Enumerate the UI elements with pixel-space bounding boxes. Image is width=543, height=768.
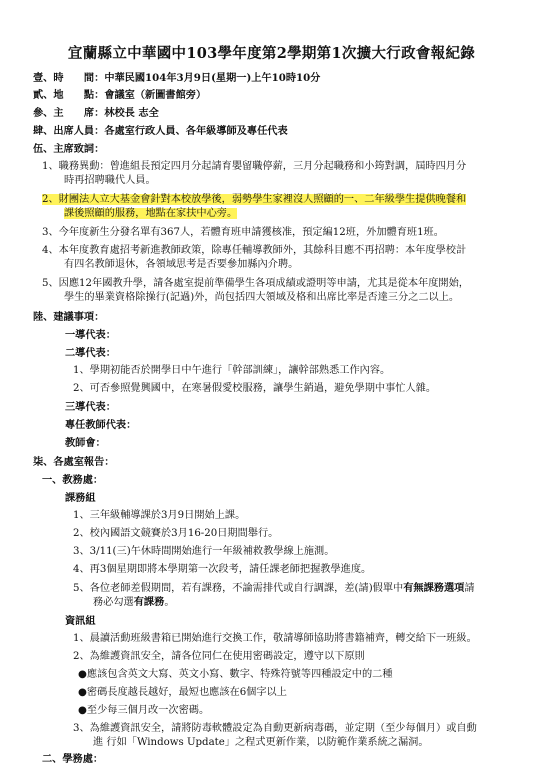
suggest-rep-2: 二導代表： [65, 347, 116, 359]
academic-affairs-heading: 一、教務處： [42, 474, 104, 486]
password-rule-text: 密碼長度越長越好，最短也應該在6個字以上 [86, 687, 287, 698]
speech-item-2-line-1 [42, 193, 466, 207]
meta-location-value: 會議室（新圖書館旁） [104, 89, 207, 101]
teaching-item-5-emphasis: 有課務 [133, 596, 165, 608]
teaching-item-1: 1、三年級輔導課於3月9日開始上課。 [73, 510, 246, 521]
meta-time [33, 71, 320, 86]
suggest-rep-4: 專任教師代表： [65, 419, 137, 431]
teaching-group-heading: 課務組 [65, 492, 96, 504]
meta-location [33, 88, 206, 103]
info-item-3-line-1: 3、為維護資訊安全，請將防毒軟體設定為自動更新病毒碼，並定期（至少每個月）或自動 [73, 723, 477, 734]
teaching-item-5-text: 請 [464, 583, 475, 594]
suggest-rep-5: 教師會： [65, 437, 106, 449]
bullet-icon: ● [78, 669, 87, 680]
teaching-item-5-text: 務必勾選 [93, 597, 134, 608]
password-rule-2 [78, 686, 287, 700]
info-group-heading: 資訊組 [65, 615, 96, 627]
speech-item-1-line-2: 時再招聘職代人員。 [64, 175, 156, 186]
meta-chair-label: 參、主 席： [33, 107, 105, 119]
suggest-rep-1: 一導代表： [65, 329, 116, 341]
meta-chair [33, 106, 159, 121]
meta-chair-value: 林校長 志全 [104, 107, 159, 119]
speech-item-5-line-1: 5、因應12年國教升學，請各處室提前準備學生各項成績或證明等申請，尤其是從本年度開始， [42, 278, 469, 289]
info-item-3-line-2: 進 行如「Windows Update」之程式更新作業，以防範作業系統之漏洞。 [93, 737, 429, 748]
suggest-rep-3: 三導代表： [65, 401, 116, 413]
info-item-2: 2、為維護資訊安全，請各位同仁在使用密碼設定，遵守以下原則 [73, 651, 365, 662]
speech-item-5-line-2: 學生的畢業資格除操行(記過)外，尚包括四大領域及格和出席比率是否達三分之二以上。 [64, 292, 460, 303]
reports-header: 柒、各處室報告： [33, 456, 115, 468]
bullet-icon: ● [78, 705, 87, 716]
info-item-1: 1、晨讀活動班級書箱已開始進行交換工作，敬請導師協助將書籍補齊，轉交給下一班級。 [73, 633, 477, 644]
teaching-item-5-line-2 [93, 595, 175, 610]
password-rule-text: 應該包含英文大寫、英文小寫、數字、特殊符號等四種設定中的二種 [86, 669, 393, 680]
teaching-item-4: 4、再3個星期即將本學期第一次段考，請任課老師把握教學進度。 [73, 564, 372, 575]
speech-item-3: 3、今年度新生分發名單有367人，若體育班申請獲核准，預定編12班，外加體育班1班。 [42, 227, 444, 238]
suggest-rep-2-item-1: 1、學期初能否於開學日中午進行「幹部訓練」，讓幹部熟悉工作內容。 [73, 365, 391, 376]
suggest-rep-2-item-2: 2、可否參照覺興國中，在寒暑假愛校服務，讓學生銷過，避免學期中事忙人雜。 [73, 383, 437, 394]
highlight-text: 2、財團法人立大基金會針對本校放學後，弱勢學生家裡沒人照顧的一、二年級學生提供晚餐和 [42, 194, 467, 205]
speech-item-4-line-1: 4、本年度教育處招考新進教師政策，除專任輔導教師外，其餘科目應不再招聘：本年度學校計 [42, 245, 467, 256]
teaching-item-5-text: 5、各位老師差假期間，若有課務，不論需排代或自行調課，差(請)假單中 [73, 583, 404, 594]
meta-location-label: 貳、地 點： [33, 89, 105, 101]
page-title: 宜蘭縣立中華國中103學年度第2學期第1次擴大行政會報紀錄 [67, 45, 476, 62]
meta-time-value: 中華民國104年3月9日(星期一)上午10時10分 [104, 72, 321, 84]
bullet-icon: ● [78, 687, 87, 698]
meta-attendees [33, 124, 288, 139]
meta-speech-header [33, 142, 104, 157]
highlight-text: 課後照顧的服務，地點在家扶中心旁。 [64, 208, 238, 219]
teaching-item-5-line-1 [73, 581, 475, 596]
suggest-header: 陸、建議事項： [33, 311, 105, 323]
password-rule-1 [78, 668, 393, 682]
teaching-item-5-text: 。 [164, 597, 175, 608]
password-rule-3 [78, 704, 209, 718]
speech-item-4-line-2: 有四名教師退休，各領域思考是否要參加縣內介聘。 [64, 259, 299, 270]
meta-speech-label: 伍、主席致詞： [33, 143, 105, 155]
teaching-item-2: 2、校內國語文競賽於3月16-20日期間舉行。 [73, 528, 279, 539]
password-rule-text: 至少每三個月改一次密碼。 [86, 705, 210, 716]
meta-attendees-label: 肆、出席人員： [33, 125, 105, 137]
student-affairs-heading: 二、學務處： [42, 753, 104, 765]
teaching-item-3: 3、3/11(三)午休時間開始進行一年級補救教學線上施測。 [73, 546, 335, 557]
meta-time-label: 壹、時 間： [33, 72, 105, 84]
meta-attendees-value: 各處室行政人員、各年級導師及專任代表 [104, 125, 288, 137]
speech-item-1-line-1: 1、職務異動：曾進組長預定四月分起請育嬰留職停薪，三月分起職務和小筠對調，屆時四月分 [42, 161, 467, 172]
teaching-item-5-emphasis: 有無課務選項 [403, 582, 465, 594]
speech-item-2-line-2 [64, 207, 237, 221]
